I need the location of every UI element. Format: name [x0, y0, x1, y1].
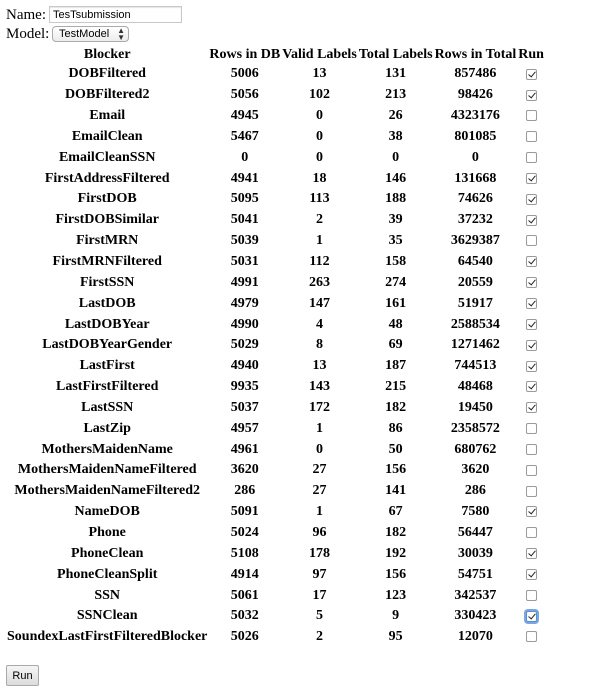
table-row — [7, 418, 544, 439]
run-cell — [518, 606, 544, 627]
rows-in-db-cell: 5032 — [230, 608, 259, 624]
blocker-name-cell: LastZip — [83, 420, 131, 436]
table-row — [7, 502, 544, 523]
table-row — [7, 231, 544, 252]
valid-labels-cell: 27 — [312, 462, 327, 478]
blocker-name-cell: SSNClean — [76, 608, 138, 624]
rows-in-total-cell: 4323176 — [450, 108, 500, 124]
rows-in-total-cell: 286 — [464, 483, 486, 499]
rows-in-total-cell: 857486 — [454, 66, 497, 82]
run-checkbox[interactable] — [526, 131, 537, 142]
run-checkbox[interactable] — [526, 173, 537, 184]
valid-labels-cell: 96 — [312, 524, 327, 540]
valid-labels-cell: 0 — [315, 128, 323, 144]
table-row — [7, 147, 544, 168]
rows-in-db-cell: 4961 — [230, 441, 259, 457]
blocker-name-cell: DOBFiltered — [68, 66, 146, 82]
table-row — [7, 398, 544, 419]
rows-in-db-cell: 4940 — [230, 358, 259, 374]
blocker-name-cell: MothersMaidenNameFiltered — [17, 462, 197, 478]
run-checkbox[interactable] — [526, 611, 537, 622]
valid-labels-cell: 0 — [315, 441, 323, 457]
valid-labels-cell: 143 — [308, 379, 330, 395]
valid-labels-cell: 147 — [308, 295, 330, 311]
table-row — [7, 293, 544, 314]
valid-labels-cell: 4 — [315, 316, 323, 332]
total-labels-cell: 39 — [388, 212, 403, 228]
header-run: Run — [518, 46, 544, 62]
run-checkbox[interactable] — [526, 90, 537, 101]
run-cell — [518, 127, 544, 148]
rows-in-total-cell: 3620 — [461, 462, 490, 478]
run-cell — [518, 335, 544, 356]
blocker-name-cell: MothersMaidenNameFiltered2 — [14, 483, 200, 499]
run-cell — [518, 398, 544, 419]
run-checkbox[interactable] — [526, 340, 537, 351]
run-checkbox[interactable] — [526, 194, 537, 205]
valid-labels-cell: 113 — [309, 191, 330, 207]
rows-in-db-cell: 4914 — [230, 566, 259, 582]
total-labels-cell: 38 — [388, 128, 403, 144]
run-cell — [518, 293, 544, 314]
total-labels-cell: 9 — [392, 608, 400, 624]
run-cell — [518, 502, 544, 523]
rows-in-db-cell: 5029 — [230, 337, 259, 353]
blocker-name-cell: LastDOBYear — [64, 316, 150, 332]
valid-labels-cell: 178 — [308, 545, 330, 561]
blocker-name-cell: FirstMRN — [76, 233, 139, 249]
blocker-name-cell: FirstSSN — [79, 274, 135, 290]
total-labels-cell: 50 — [388, 441, 403, 457]
blocker-name-cell: LastSSN — [81, 399, 134, 415]
header-valid-labels: Valid Labels — [282, 46, 357, 62]
total-labels-cell: 156 — [385, 462, 407, 478]
table-row — [7, 439, 544, 460]
valid-labels-cell: 172 — [308, 399, 330, 415]
table-row — [7, 627, 544, 648]
rows-in-total-cell: 30039 — [457, 545, 493, 561]
total-labels-cell: 187 — [385, 358, 407, 374]
header-total-labels: Total Labels — [358, 46, 433, 62]
rows-in-db-cell: 5056 — [230, 87, 259, 103]
run-checkbox[interactable] — [526, 215, 537, 226]
rows-in-total-cell: 12070 — [457, 629, 493, 645]
rows-in-total-cell: 64540 — [457, 254, 493, 270]
total-labels-cell: 156 — [385, 566, 407, 582]
rows-in-db-cell: 4945 — [230, 108, 259, 124]
table-row — [7, 585, 544, 606]
run-checkbox[interactable] — [526, 423, 537, 434]
run-cell — [518, 356, 544, 377]
rows-in-db-cell: 4957 — [230, 420, 259, 436]
blocker-name-cell: SSN — [94, 587, 121, 603]
table-row — [7, 127, 544, 148]
table-row — [7, 189, 544, 210]
total-labels-cell: 69 — [388, 337, 403, 353]
run-cell — [518, 481, 544, 502]
run-checkbox[interactable] — [526, 361, 537, 372]
run-cell — [518, 106, 544, 127]
run-cell — [518, 189, 544, 210]
total-labels-cell: 86 — [388, 420, 403, 436]
run-cell — [518, 418, 544, 439]
run-checkbox[interactable] — [526, 590, 537, 601]
run-cell — [518, 231, 544, 252]
rows-in-total-cell: 3629387 — [450, 233, 500, 249]
table-row — [7, 64, 544, 85]
run-cell — [518, 627, 544, 648]
table-body — [7, 64, 544, 648]
valid-labels-cell: 0 — [315, 149, 323, 165]
table-row — [7, 252, 544, 273]
valid-labels-cell: 112 — [309, 254, 330, 270]
total-labels-cell: 26 — [388, 108, 403, 124]
table-row — [7, 168, 544, 189]
run-cell — [518, 439, 544, 460]
rows-in-db-cell: 5091 — [230, 504, 259, 520]
run-cell — [518, 377, 544, 398]
rows-in-db-cell: 5108 — [230, 545, 259, 561]
blocker-name-cell: NameDOB — [74, 504, 140, 520]
valid-labels-cell: 1 — [315, 233, 323, 249]
total-labels-cell: 95 — [388, 629, 403, 645]
blocker-name-cell: Email — [89, 108, 126, 124]
rows-in-total-cell: 74626 — [457, 191, 493, 207]
run-cell — [518, 272, 544, 293]
table-row — [7, 85, 544, 106]
blocker-name-cell: SoundexLastFirstFilteredBlocker — [7, 629, 208, 645]
table-header-row — [7, 45, 544, 64]
blocker-name-cell: LastFirstFiltered — [56, 379, 159, 395]
run-checkbox[interactable] — [526, 402, 537, 413]
total-labels-cell: 35 — [388, 233, 403, 249]
run-cell — [518, 523, 544, 544]
valid-labels-cell: 13 — [312, 358, 327, 374]
valid-labels-cell: 102 — [308, 87, 330, 103]
total-labels-cell: 123 — [385, 587, 407, 603]
run-checkbox[interactable] — [526, 298, 537, 309]
chevron-updown-icon: ▲ ▼ — [117, 26, 125, 42]
rows-in-total-cell: 7580 — [461, 504, 490, 520]
run-cell — [518, 460, 544, 481]
rows-in-total-cell: 98426 — [457, 87, 493, 103]
table-row — [7, 606, 544, 627]
run-checkbox[interactable] — [526, 235, 537, 246]
rows-in-total-cell: 330423 — [454, 608, 497, 624]
total-labels-cell: 213 — [385, 87, 407, 103]
run-cell — [518, 585, 544, 606]
run-checkbox[interactable] — [526, 465, 537, 476]
total-labels-cell: 161 — [385, 295, 407, 311]
total-labels-cell: 192 — [385, 545, 407, 561]
run-checkbox[interactable] — [526, 527, 537, 538]
total-labels-cell: 274 — [385, 274, 407, 290]
valid-labels-cell: 8 — [315, 337, 323, 353]
run-checkbox[interactable] — [526, 569, 537, 580]
rows-in-total-cell: 131668 — [454, 170, 497, 186]
valid-labels-cell: 263 — [308, 274, 330, 290]
blocker-name-cell: FirstMRNFiltered — [52, 254, 162, 270]
table-row — [7, 564, 544, 585]
run-checkbox[interactable] — [526, 277, 537, 288]
rows-in-total-cell: 744513 — [454, 358, 497, 374]
run-cell — [518, 64, 544, 85]
blocker-name-cell: EmailClean — [71, 128, 143, 144]
total-labels-cell: 158 — [385, 254, 407, 270]
rows-in-total-cell: 680762 — [454, 441, 497, 457]
total-labels-cell: 141 — [385, 483, 407, 499]
header-blocker: Blocker — [83, 46, 131, 62]
rows-in-db-cell: 5006 — [230, 66, 259, 82]
rows-in-db-cell: 5095 — [230, 191, 259, 207]
total-labels-cell: 67 — [388, 504, 403, 520]
rows-in-total-cell: 0 — [471, 149, 479, 165]
valid-labels-cell: 13 — [312, 66, 327, 82]
valid-labels-cell: 97 — [312, 566, 327, 582]
run-checkbox[interactable] — [526, 152, 537, 163]
blocker-name-cell: LastFirst — [79, 358, 135, 374]
valid-labels-cell: 0 — [315, 108, 323, 124]
rows-in-db-cell: 9935 — [230, 379, 259, 395]
run-cell — [518, 168, 544, 189]
blocker-name-cell: FirstDOBSimilar — [55, 212, 159, 228]
run-cell — [518, 210, 544, 231]
table-row — [7, 523, 544, 544]
run-checkbox[interactable] — [526, 631, 537, 642]
blocker-name-cell: PhoneCleanSplit — [57, 566, 158, 582]
table-row — [7, 335, 544, 356]
rows-in-total-cell: 801085 — [454, 128, 497, 144]
rows-in-db-cell: 5061 — [230, 587, 259, 603]
run-checkbox[interactable] — [526, 444, 537, 455]
total-labels-cell: 182 — [385, 399, 407, 415]
table-row — [7, 460, 544, 481]
total-labels-cell: 182 — [385, 524, 407, 540]
rows-in-db-cell: 0 — [241, 149, 249, 165]
run-checkbox[interactable] — [526, 256, 537, 267]
blocker-name-cell: PhoneClean — [71, 545, 144, 561]
header-rows-in-db: Rows in DB — [209, 46, 281, 62]
valid-labels-cell: 27 — [312, 483, 327, 499]
total-labels-cell: 0 — [392, 149, 400, 165]
run-cell — [518, 543, 544, 564]
rows-in-db-cell: 4941 — [230, 170, 259, 186]
rows-in-db-cell: 5024 — [230, 524, 259, 540]
blocker-name-cell: MothersMaidenName — [41, 441, 173, 457]
run-cell — [518, 564, 544, 585]
rows-in-db-cell: 5039 — [230, 233, 259, 249]
rows-in-db-cell: 5031 — [230, 254, 259, 270]
run-checkbox[interactable] — [526, 486, 537, 497]
table-row — [7, 106, 544, 127]
name-label: Name: — [6, 7, 46, 23]
valid-labels-cell: 1 — [315, 420, 323, 436]
name-input[interactable] — [49, 6, 182, 23]
run-checkbox[interactable] — [526, 506, 537, 517]
rows-in-total-cell: 51917 — [457, 295, 493, 311]
rows-in-db-cell: 286 — [234, 483, 256, 499]
rows-in-db-cell: 4991 — [230, 274, 259, 290]
rows-in-total-cell: 56447 — [457, 524, 493, 540]
blocker-name-cell: FirstDOB — [77, 191, 137, 207]
blocker-name-cell: EmailCleanSSN — [58, 149, 156, 165]
rows-in-db-cell: 5026 — [230, 629, 259, 645]
total-labels-cell: 131 — [385, 66, 407, 82]
table-row — [7, 314, 544, 335]
run-checkbox[interactable] — [526, 69, 537, 80]
total-labels-cell: 48 — [388, 316, 403, 332]
blockers-table — [5, 45, 546, 648]
table-row — [7, 377, 544, 398]
model-label: Model: — [6, 26, 50, 42]
rows-in-total-cell: 37232 — [457, 212, 493, 228]
rows-in-total-cell: 2358572 — [450, 420, 500, 436]
rows-in-total-cell: 19450 — [457, 399, 493, 415]
header-rows-in-total: Rows in Total — [434, 46, 517, 62]
rows-in-db-cell: 4990 — [230, 316, 259, 332]
blocker-name-cell: LastDOBYearGender — [42, 337, 173, 353]
run-cell — [518, 314, 544, 335]
rows-in-total-cell: 1271462 — [450, 337, 500, 353]
rows-in-db-cell: 5037 — [230, 399, 259, 415]
run-checkbox[interactable] — [526, 548, 537, 559]
total-labels-cell: 188 — [385, 191, 407, 207]
run-cell — [518, 252, 544, 273]
table-row — [7, 272, 544, 293]
rows-in-total-cell: 20559 — [457, 274, 493, 290]
blocker-name-cell: Phone — [88, 524, 126, 540]
table-row — [7, 356, 544, 377]
rows-in-total-cell: 54751 — [457, 566, 493, 582]
rows-in-db-cell: 3620 — [230, 462, 259, 478]
model-select-value: TestModel — [59, 28, 110, 40]
run-button[interactable]: Run — [6, 665, 39, 686]
run-checkbox[interactable] — [526, 319, 537, 330]
valid-labels-cell: 1 — [315, 504, 323, 520]
rows-in-total-cell: 48468 — [457, 379, 493, 395]
blocker-name-cell: LastDOB — [78, 295, 136, 311]
blocker-name-cell: DOBFiltered2 — [64, 87, 150, 103]
run-checkbox[interactable] — [526, 110, 537, 121]
valid-labels-cell: 2 — [315, 212, 323, 228]
model-select[interactable] — [52, 26, 129, 42]
total-labels-cell: 146 — [385, 170, 407, 186]
valid-labels-cell: 2 — [315, 629, 323, 645]
table-row — [7, 481, 544, 502]
rows-in-total-cell: 342537 — [454, 587, 497, 603]
run-cell — [518, 85, 544, 106]
rows-in-db-cell: 4979 — [230, 295, 259, 311]
run-cell — [518, 147, 544, 168]
rows-in-db-cell: 5041 — [230, 212, 259, 228]
blocker-name-cell: FirstAddressFiltered — [44, 170, 170, 186]
valid-labels-cell: 5 — [315, 608, 323, 624]
rows-in-total-cell: 2588534 — [450, 316, 500, 332]
rows-in-db-cell: 5467 — [230, 128, 259, 144]
run-checkbox[interactable] — [526, 381, 537, 392]
total-labels-cell: 215 — [385, 379, 407, 395]
table-row — [7, 543, 544, 564]
table-row — [7, 210, 544, 231]
valid-labels-cell: 18 — [312, 170, 327, 186]
valid-labels-cell: 17 — [312, 587, 327, 603]
